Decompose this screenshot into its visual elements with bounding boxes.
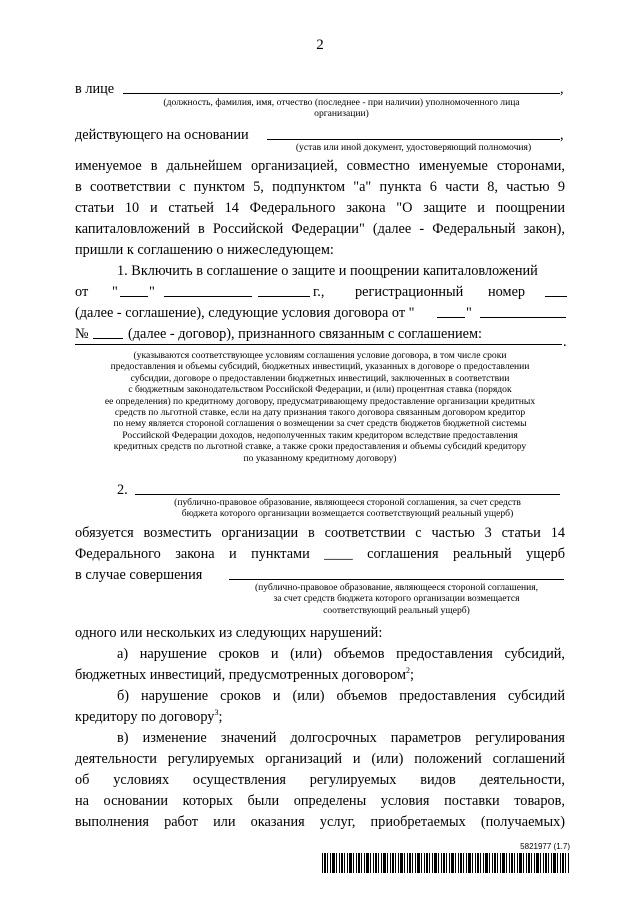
period-1: . (563, 334, 567, 350)
comma-1: , (560, 81, 564, 97)
caption-line: (публично-правовое образование, являющееся стороной соглашения, (254, 582, 539, 593)
subitem-a-line2 (75, 666, 565, 684)
caption-line: Российской Федерации доходов, недополученных таким кредитором вследствие предоставления (122, 429, 518, 441)
caption-line: по нему является стороной соглашения о возмещении за счет средств бюджетов бюджетной системы (113, 418, 527, 430)
subitem-v-line: об условиях осуществления регулируемых видов деятельности, (75, 772, 565, 788)
item2-number: 2. (117, 482, 128, 498)
caption-contract-terms (70, 350, 570, 464)
caption-public-entity-2 (229, 582, 564, 616)
comma-2: , (560, 127, 564, 143)
caption-line: соответствующий реальный ущерб) (323, 604, 470, 616)
para1-line: капиталовложений в Российской Федерации" (далее - Федеральный закон), (75, 221, 565, 237)
subitem-a-text: бюджетных инвестиций, предусмотренных договором (75, 667, 407, 683)
item1-line3 (75, 304, 565, 322)
item1-line1: 1. Включить в соглашение о защите и поощрении капиталовложений (117, 263, 538, 279)
caption-line: за счет средств бюджета которого организации возмещается (273, 593, 520, 605)
subitem-b-text: кредитору по договору (75, 709, 215, 725)
line-v-litse (75, 80, 565, 98)
caption-line: ее определения) по кредитному договору, предусматривающему предоставление организации кредитных (104, 395, 536, 407)
caption-line: организации) (314, 108, 369, 120)
label-nomer: № (75, 326, 89, 342)
quote-close-2: " (466, 305, 472, 321)
blank-representative (123, 93, 560, 94)
para1-line: именуемое в дальнейшем организацией, совместно именуемые сторонами, (75, 158, 565, 174)
caption-line: (должность, фамилия, имя, отчество (последнее - при наличии) уполномоченного лица (163, 97, 520, 108)
subitem-b-line1: б) нарушение сроков и (или) объемов предоставления субсидий (117, 688, 565, 704)
blank-basis-document (267, 139, 560, 140)
subitem-v-line: в) изменение значений долгосрочных параметров регулирования (117, 730, 565, 746)
para2-line: Федерального закона и пунктами ____ соглашения реальный ущерб (75, 546, 565, 562)
subitem-v-line: деятельности регулируемых организаций и (или) положений соглашений (75, 751, 565, 767)
caption-line: (публично-правовое образование, являющееся стороной соглашения, за счет средств (174, 497, 521, 508)
subitem-a-tail: ; (410, 667, 414, 683)
para1-line: в соответствии с пунктом 5, подпунктом "а" пункта 6 части 8, частью 9 (75, 179, 565, 195)
caption-line: средств по льготной ставке, если на дату признания такого договора связанным договором кредитор (114, 407, 526, 419)
caption-line: с бюджетным законодательством Российской Федерации, и (или) процентная ставка (порядок (128, 384, 512, 396)
footnote-3: 3 (214, 708, 219, 718)
blank-month (164, 296, 252, 297)
blank-contract-terms (75, 344, 562, 345)
caption-line: субсидии, договоре о предоставлении бюджетных инвестиций, заключенных в соответствии (130, 372, 510, 384)
para1-line: статьи 10 и статьей 14 Федерального закона "О защите и поощрении (75, 200, 565, 216)
blank-reg-number (545, 296, 567, 297)
item1-line4-text: (далее - договор), признанного связанным с соглашением: (128, 326, 483, 342)
blank-contract-day (437, 317, 465, 318)
blank-day (120, 296, 148, 297)
caption-line: предоставления и объемы субсидий, бюджетных инвестиций, указанных в договоре о предоставлении (110, 361, 530, 373)
caption-line: кредитных средств по льготной ставке, а также сроки предоставления и объемы субсидий кредитору (113, 441, 527, 453)
caption-representative (123, 97, 560, 120)
footnote-2: 2 (406, 666, 411, 676)
caption-basis-document: (устав или иной документ, удостоверяющий полномочия) (295, 142, 532, 153)
label-v-litse: в лице (75, 81, 115, 97)
caption-public-entity (135, 497, 560, 520)
label-acting-basis: действующего на основании (75, 127, 249, 143)
blank-public-entity-2 (229, 579, 564, 580)
subitem-b-line2 (75, 708, 565, 726)
label-number: номер (488, 284, 526, 300)
barcode-code: 5821977 (1.7) (520, 842, 570, 851)
caption-line: (указываются соответствующее условиям соглашения условие договора, в том числе сроки (133, 350, 507, 361)
label-registration: регистрационный (355, 284, 464, 300)
para3: одного или нескольких из следующих нарушений: (75, 625, 383, 641)
quote-close: " (149, 284, 155, 300)
barcode (322, 842, 570, 898)
page-number: 2 (316, 37, 324, 53)
subitem-a-line1: а) нарушение сроков и (или) объемов предоставления субсидий, (117, 646, 565, 662)
subitem-v-line: выполнения работ или оказания услуг, приобретаемых (получаемых) (75, 814, 565, 830)
subitem-b-tail: ; (218, 709, 223, 725)
barcode-stripes (322, 853, 570, 873)
para1-line: пришли к соглашению о нижеследующем: (75, 242, 334, 258)
quote-open: " (112, 284, 118, 300)
caption-line: бюджета которого организации возмещается соответствующий реальный ущерб) (181, 508, 514, 520)
para2-line3-text: в случае совершения (75, 567, 203, 583)
caption-line: по указанному кредитному договору) (243, 452, 397, 464)
blank-contract-number (93, 338, 123, 339)
label-year: г., (313, 284, 325, 300)
blank-public-entity (135, 494, 560, 495)
label-ot: от (75, 284, 89, 300)
item1-line3-text: (далее - соглашение), следующие условия договора от " (75, 305, 415, 321)
subitem-v-line: на основании которых были определены условия поставки товаров, (75, 793, 565, 809)
blank-contract-date (480, 317, 566, 318)
para2-line: обязуется возместить организации в соответствии с частью 3 статьи 14 (75, 525, 565, 541)
blank-year (258, 296, 310, 297)
